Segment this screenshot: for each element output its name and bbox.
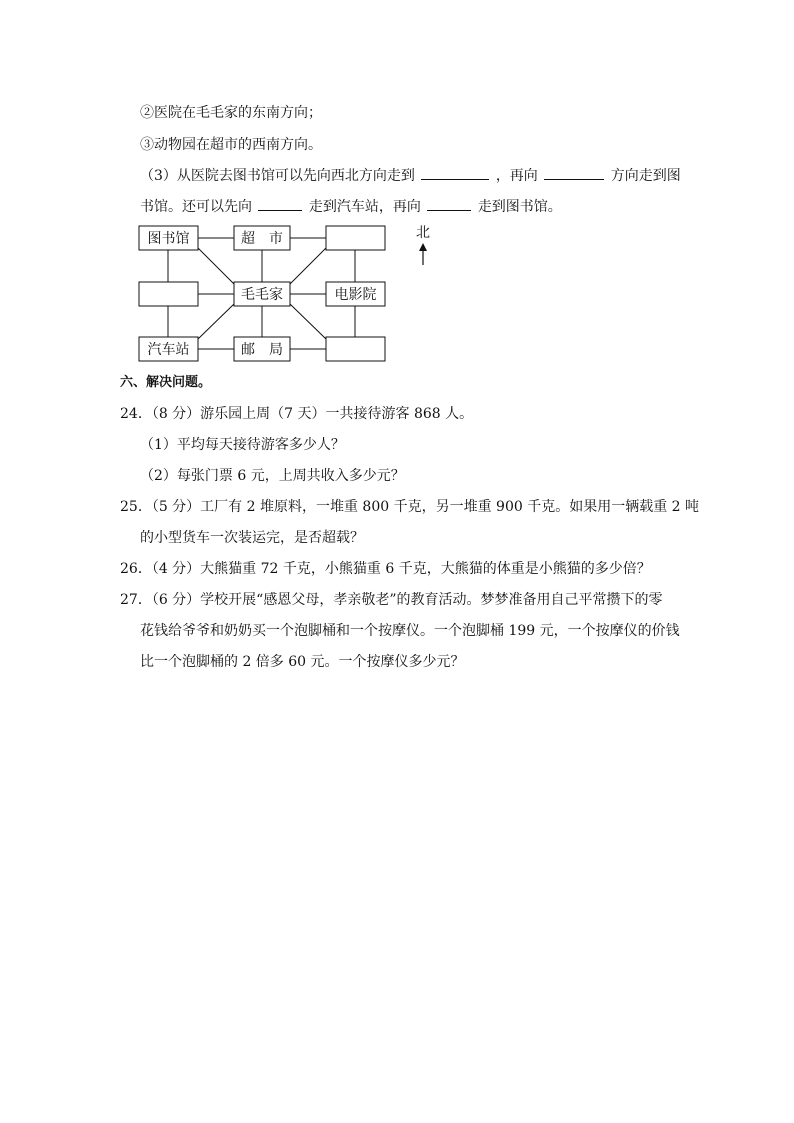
box-post-office xyxy=(234,337,290,361)
label-bus-station: 汽车站 xyxy=(147,342,190,358)
q25-line-1: 25．（5 分）工厂有 2 堆原料，一堆重 800 千克，另一堆重 900 千克。如果用一辆载重 2 吨 xyxy=(120,499,700,515)
box-home xyxy=(234,282,290,306)
section-heading: 六、解决问题。 xyxy=(120,375,212,390)
label-library: 图书馆 xyxy=(147,231,190,247)
label-home: 毛毛家 xyxy=(241,287,283,303)
q27-line-2: 花钱给爷爷和奶奶买一个泡脚桶和一个按摩仪。一个泡脚桶 199 元，一个按摩仪的价钱 xyxy=(140,623,680,639)
north-label: 北 xyxy=(416,225,430,241)
q3-text-3: 方向走到图 xyxy=(610,168,681,184)
box-middle-left[interactable] xyxy=(139,282,198,306)
q25-line-2: 的小型货车一次装运完，是否超载？ xyxy=(140,530,364,546)
statement-3: ③动物园在超市的西南方向。 xyxy=(140,137,322,153)
q24-sub1: （1）平均每天接待游客多少人？ xyxy=(140,437,345,453)
box-bottom-right[interactable] xyxy=(326,337,385,361)
label-supermarket: 超 市 xyxy=(241,231,283,247)
box-supermarket xyxy=(234,226,290,250)
q3-text-4: 书馆。还可以先向 xyxy=(140,199,252,215)
box-bus-station xyxy=(139,337,198,361)
q27-line-1: 27．（6 分）学校开展“感恩父母，孝亲敬老”的教育活动。梦梦准备用自己平常攒下的零 xyxy=(120,592,663,608)
q24-stem: 24．（8 分）游乐园上周（7 天）一共接待游客 868 人。 xyxy=(120,406,474,422)
q3-text-1: （3）从医院去图书馆可以先向西北方向走到 xyxy=(140,168,415,184)
box-library xyxy=(139,226,198,250)
q27-line-3: 比一个泡脚桶的 2 倍多 60 元。一个按摩仪多少元？ xyxy=(140,654,465,670)
location-map xyxy=(0,0,794,380)
q3-text-2: ，再向 xyxy=(495,168,538,184)
q24-sub2: （2）每张门票 6 元，上周共收入多少元？ xyxy=(140,468,405,484)
q3-text-6: 走到图书馆。 xyxy=(477,199,562,215)
statement-2: ②医院在毛毛家的东南方向； xyxy=(140,105,322,121)
box-top-right[interactable] xyxy=(326,226,385,250)
q3-text-5: 走到汽车站，再向 xyxy=(308,199,421,215)
label-cinema: 电影院 xyxy=(334,287,377,303)
q26-line-1: 26．（4 分）大熊猫重 72 千克，小熊猫重 6 千克，大熊猫的体重是小熊猫的多少倍？ xyxy=(120,561,651,577)
north-arrow-icon xyxy=(419,243,427,265)
box-cinema xyxy=(326,282,385,306)
label-post-office: 邮 局 xyxy=(241,342,283,358)
